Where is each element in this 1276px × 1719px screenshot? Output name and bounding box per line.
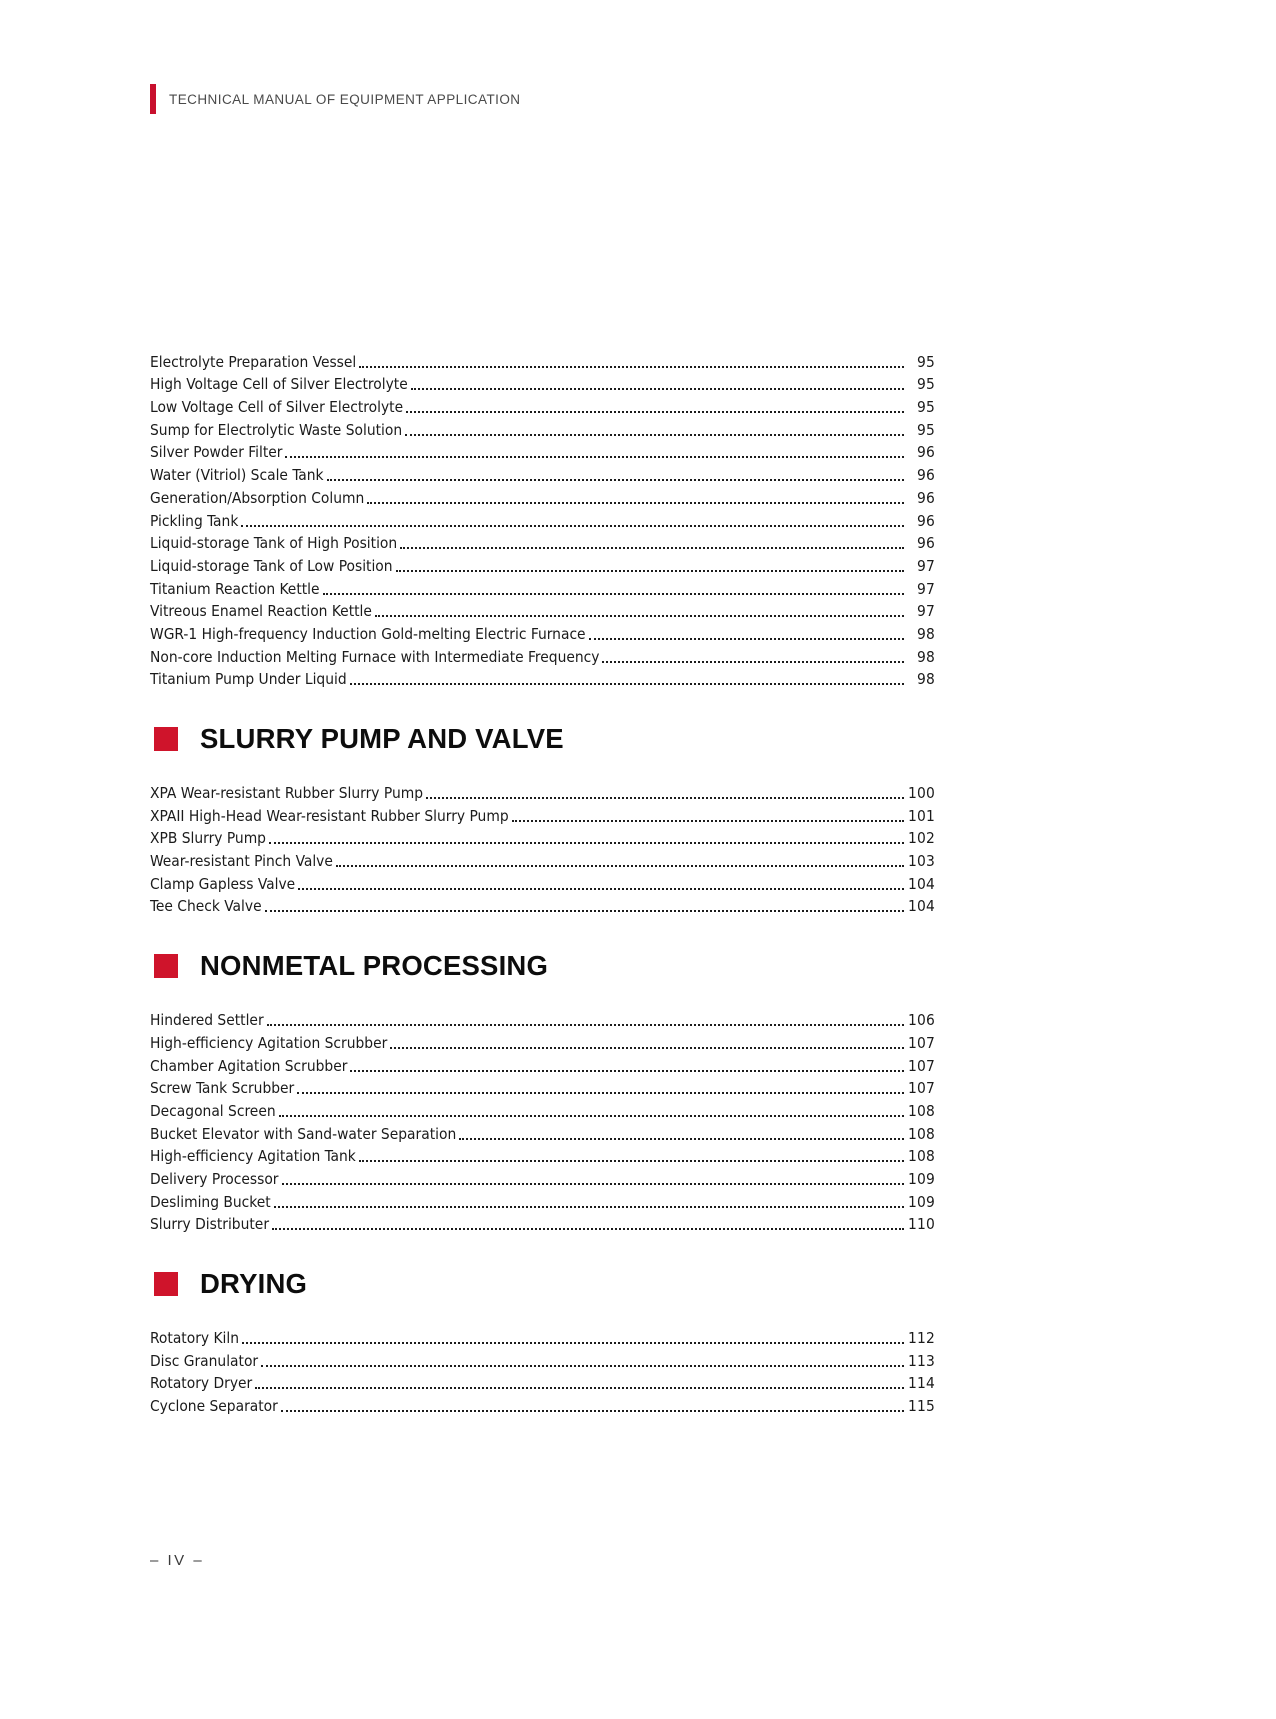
toc-entry[interactable] — [150, 622, 935, 645]
toc-entry-page-number: 114 — [907, 1374, 935, 1393]
toc-entry[interactable] — [150, 1145, 935, 1168]
toc-leader-dots — [298, 878, 904, 892]
toc-leader-dots — [274, 1196, 904, 1210]
toc-entry[interactable] — [150, 1031, 935, 1054]
toc-entry[interactable] — [150, 532, 935, 555]
toc-leader-dots — [261, 1355, 904, 1369]
toc-leader-dots — [350, 1060, 904, 1074]
toc-entry-title: Pickling Tank — [150, 511, 239, 530]
toc-entry-page-number: 98 — [916, 647, 935, 666]
toc-group — [150, 1008, 935, 1235]
toc-leader-dots — [426, 787, 904, 801]
toc-entry[interactable] — [150, 418, 935, 441]
toc-entry[interactable] — [150, 895, 935, 918]
toc-entry[interactable] — [150, 395, 935, 418]
toc-entry-page-number: 109 — [907, 1192, 935, 1211]
toc-leader-dots — [396, 560, 904, 574]
toc-leader-dots — [323, 583, 904, 597]
toc-entry-page-number: 106 — [907, 1011, 935, 1030]
toc-entry-title: Rotatory Dryer — [150, 1374, 253, 1393]
toc-entry-title: Titanium Reaction Kettle — [150, 579, 320, 598]
toc-entry-page-number: 96 — [916, 443, 935, 462]
toc-entry-title: Tee Check Valve — [150, 897, 262, 916]
toc-entry-title: Silver Powder Filter — [150, 443, 283, 462]
toc-entry-page-number: 104 — [907, 897, 935, 916]
toc-entry-page-number: 103 — [907, 852, 935, 871]
toc-entry-page-number: 108 — [907, 1124, 935, 1143]
toc-entry-title: High-efficiency Agitation Tank — [150, 1147, 356, 1166]
toc-entry-title: WGR-1 High-frequency Induction Gold-melting Electric Furnace — [150, 624, 586, 643]
toc-leader-dots — [589, 628, 904, 642]
toc-entry[interactable] — [150, 1054, 935, 1077]
toc-leader-dots — [336, 855, 904, 869]
toc-entry[interactable] — [150, 1213, 935, 1236]
toc-leader-dots — [350, 673, 904, 687]
toc-entry-title: Wear-resistant Pinch Valve — [150, 852, 333, 871]
toc-entry-page-number: 112 — [907, 1329, 935, 1347]
toc-leader-dots — [269, 832, 904, 846]
toc-entry-title: Water (Vitriol) Scale Tank — [150, 466, 324, 485]
toc-leader-dots — [327, 469, 904, 483]
toc-leader-dots — [265, 900, 904, 914]
running-header — [150, 84, 521, 114]
toc-entry-page-number: 95 — [916, 420, 935, 439]
page-footer: – IV – — [150, 1552, 205, 1569]
toc-leader-dots — [272, 1218, 904, 1232]
toc-entry[interactable] — [150, 645, 935, 668]
header-accent-bar — [150, 84, 156, 114]
toc-entry-title: Sump for Electrolytic Waste Solution — [150, 420, 403, 439]
toc-entry[interactable] — [150, 600, 935, 623]
toc-entry-title: Clamp Gapless Valve — [150, 874, 296, 893]
toc-leader-dots — [359, 356, 904, 370]
toc-entry-page-number: 95 — [916, 352, 935, 371]
toc-entry[interactable] — [150, 781, 935, 804]
toc-entry-page-number: 96 — [916, 488, 935, 507]
toc-entry-title: Slurry Distributer — [150, 1215, 270, 1234]
toc-entry[interactable] — [150, 441, 935, 464]
toc-entry[interactable] — [150, 804, 935, 827]
toc-group-intro — [150, 350, 935, 690]
section-title: NONMETAL PROCESSING — [200, 950, 549, 982]
toc-leader-dots — [400, 537, 904, 551]
toc-entry-title: Rotatory Kiln — [150, 1329, 240, 1347]
toc-entry-page-number: 96 — [916, 466, 935, 485]
toc-entry[interactable] — [150, 1326, 935, 1349]
toc-entry-page-number: 97 — [916, 602, 935, 621]
toc-leader-dots — [602, 651, 904, 665]
toc-entry-page-number: 102 — [907, 829, 935, 848]
toc-section-heading — [150, 721, 935, 757]
toc-entry-page-number: 107 — [907, 1079, 935, 1098]
toc-entry-title: Liquid-storage Tank of Low Position — [150, 556, 393, 575]
toc-entry-page-number: 107 — [907, 1056, 935, 1075]
toc-leader-dots — [405, 424, 904, 438]
toc-leader-dots — [255, 1377, 904, 1391]
toc-entry-page-number: 100 — [907, 784, 935, 802]
toc-entry-title: XPB Slurry Pump — [150, 829, 266, 848]
toc-sections — [150, 721, 935, 1417]
toc-leader-dots — [367, 492, 904, 506]
toc-entry[interactable] — [150, 486, 935, 509]
toc-entry-title: XPAII High-Head Wear-resistant Rubber Slurry Pump — [150, 806, 509, 825]
toc-leader-dots — [281, 1400, 904, 1414]
toc-leader-dots — [359, 1150, 904, 1164]
toc-group — [150, 1326, 935, 1417]
toc-entry[interactable] — [150, 1122, 935, 1145]
toc-leader-dots — [297, 1082, 904, 1096]
toc-entry-page-number: 96 — [916, 534, 935, 553]
toc-entry[interactable] — [150, 1167, 935, 1190]
section-title: SLURRY PUMP AND VALVE — [200, 723, 564, 755]
toc-entry[interactable] — [150, 350, 935, 373]
toc-entry-page-number: 98 — [916, 670, 935, 689]
toc-entry-title: Decagonal Screen — [150, 1101, 276, 1120]
toc-entry-title: Desliming Bucket — [150, 1192, 271, 1211]
toc-section-heading — [150, 1266, 935, 1302]
toc-entry[interactable] — [150, 827, 935, 850]
toc-entry[interactable] — [150, 1008, 935, 1031]
toc-entry-title: Cyclone Separator — [150, 1397, 278, 1416]
toc-entry-title: Bucket Elevator with Sand-water Separation — [150, 1124, 457, 1143]
toc-group — [150, 781, 935, 917]
toc-entry-title: Low Voltage Cell of Silver Electrolyte — [150, 398, 404, 417]
toc-entry-page-number: 97 — [916, 556, 935, 575]
toc-entry[interactable] — [150, 1099, 935, 1122]
toc-leader-dots — [512, 810, 904, 824]
toc-entry[interactable] — [150, 1349, 935, 1372]
toc-leader-dots — [390, 1037, 904, 1051]
toc-entry-title: Screw Tank Scrubber — [150, 1079, 295, 1098]
header-title: TECHNICAL MANUAL OF EQUIPMENT APPLICATION — [169, 91, 521, 107]
toc-leader-dots — [411, 378, 904, 392]
toc-entry[interactable] — [150, 1394, 935, 1417]
toc-leader-dots — [267, 1014, 904, 1028]
section-square-marker-icon — [154, 727, 178, 751]
toc-entry[interactable] — [150, 373, 935, 396]
section-title: DRYING — [200, 1268, 308, 1300]
toc-entry[interactable] — [150, 872, 935, 895]
toc-entry-title: Delivery Processor — [150, 1169, 279, 1188]
toc-leader-dots — [282, 1173, 905, 1187]
toc-leader-dots — [375, 605, 904, 619]
toc-leader-dots — [406, 401, 904, 415]
section-square-marker-icon — [154, 1272, 178, 1296]
toc-entry[interactable] — [150, 1190, 935, 1213]
toc-entry[interactable] — [150, 1077, 935, 1100]
toc-entry-title: Non-core Induction Melting Furnace with Intermediate Frequency — [150, 647, 600, 666]
toc-section-heading — [150, 948, 935, 984]
toc-entry-page-number: 98 — [916, 624, 935, 643]
toc-entry-title: Titanium Pump Under Liquid — [150, 670, 347, 689]
toc-entry-page-number: 96 — [916, 511, 935, 530]
toc-leader-dots — [285, 446, 904, 460]
toc-entry[interactable] — [150, 463, 935, 486]
toc-entry-page-number: 101 — [907, 806, 935, 825]
toc-entry-page-number: 95 — [916, 398, 935, 417]
toc-entry-title: Hindered Settler — [150, 1011, 264, 1030]
toc-leader-dots — [242, 1332, 904, 1346]
toc-entry-title: XPA Wear-resistant Rubber Slurry Pump — [150, 784, 424, 802]
toc-entry[interactable] — [150, 1372, 935, 1395]
toc-entry[interactable] — [150, 849, 935, 872]
toc-entry-title: Generation/Absorption Column — [150, 488, 365, 507]
toc-entry-page-number: 108 — [907, 1101, 935, 1120]
toc-entry-title: Disc Granulator — [150, 1351, 259, 1370]
toc-entry-title: High Voltage Cell of Silver Electrolyte — [150, 375, 408, 394]
toc-leader-dots — [459, 1128, 904, 1142]
toc-entry[interactable] — [150, 554, 935, 577]
toc-entry-page-number: 115 — [907, 1397, 935, 1416]
toc-entry-title: Vitreous Enamel Reaction Kettle — [150, 602, 372, 621]
toc-entry[interactable] — [150, 577, 935, 600]
section-square-marker-icon — [154, 954, 178, 978]
toc-entry-page-number: 95 — [916, 375, 935, 394]
table-of-contents — [150, 350, 935, 1417]
toc-entry-page-number: 110 — [907, 1215, 935, 1234]
toc-entry-page-number: 113 — [907, 1351, 935, 1370]
toc-entry[interactable] — [150, 509, 935, 532]
toc-entry-title: Chamber Agitation Scrubber — [150, 1056, 348, 1075]
toc-entry-title: High-efficiency Agitation Scrubber — [150, 1033, 388, 1052]
toc-entry-title: Electrolyte Preparation Vessel — [150, 352, 357, 371]
toc-entry-page-number: 107 — [907, 1033, 935, 1052]
toc-entry-page-number: 104 — [907, 874, 935, 893]
toc-entry-page-number: 108 — [907, 1147, 935, 1166]
toc-entry-title: Liquid-storage Tank of High Position — [150, 534, 398, 553]
toc-entry-page-number: 97 — [916, 579, 935, 598]
toc-entry-page-number: 109 — [907, 1169, 935, 1188]
toc-leader-dots — [241, 515, 904, 529]
toc-leader-dots — [279, 1105, 904, 1119]
toc-entry[interactable] — [150, 668, 935, 691]
